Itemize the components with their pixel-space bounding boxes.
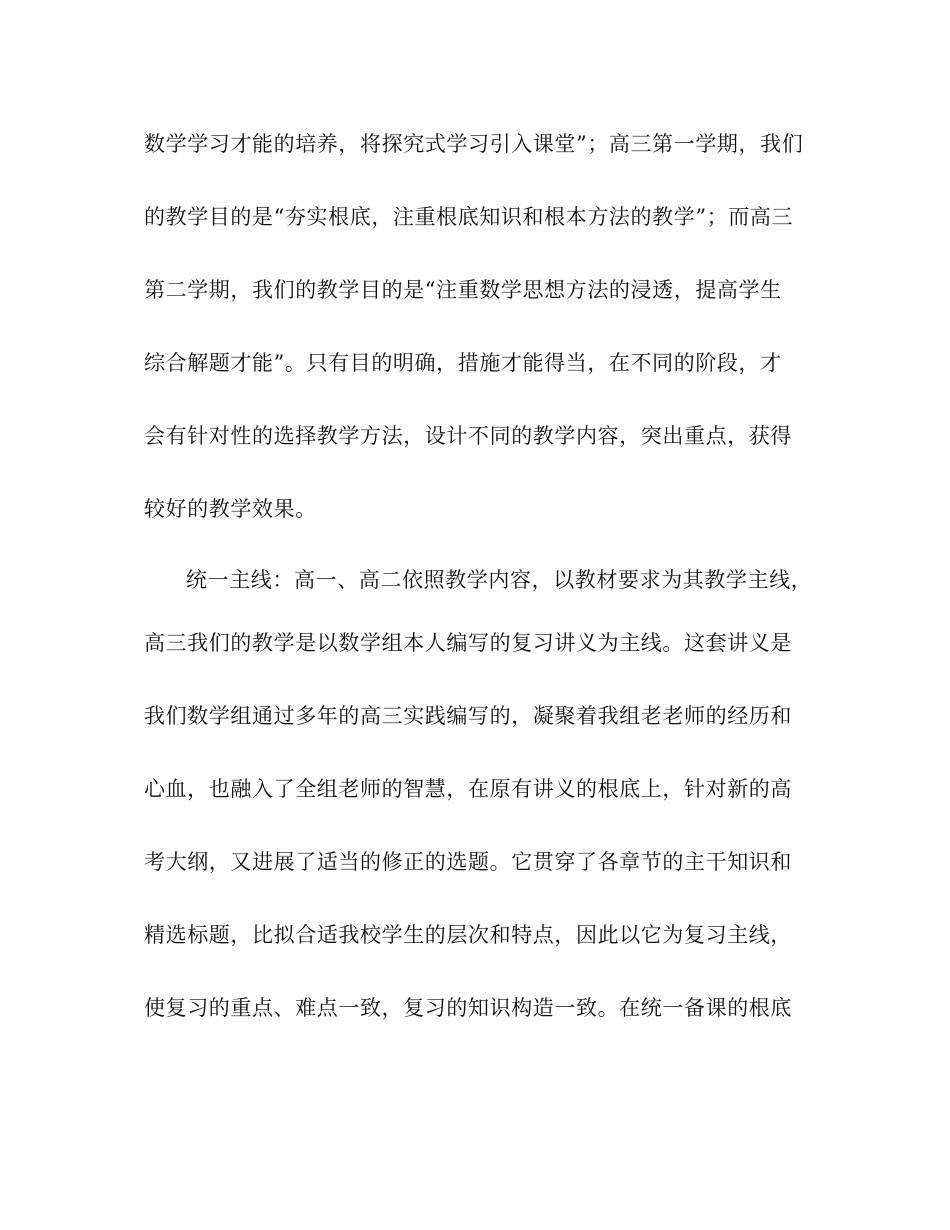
text-line: 考大纲，又进展了适当的修正的选题。它贯穿了各章节的主干知识和 bbox=[144, 850, 792, 874]
text-line: 综合解题才能”。只有目的明确，措施才能得当，在不同的阶段，才 bbox=[144, 351, 782, 375]
text-line: 的教学目的是“夯实根底，注重根底知识和根本方法的教学”；而高三 bbox=[144, 205, 794, 229]
text-line: 精选标题，比拟合适我校学生的层次和特点，因此以它为复习主线， bbox=[144, 923, 792, 947]
paragraph-first-line: 统一主线：高一、高二依照教学内容，以教材要求为其教学主线， bbox=[186, 568, 813, 592]
text-line: 心血，也融入了全组老师的智慧，在原有讲义的根底上，针对新的高 bbox=[144, 777, 792, 801]
text-line: 会有针对性的选择教学方法，设计不同的教学内容，突出重点，获得 bbox=[144, 424, 792, 448]
text-line: 使复习的重点、难点一致，复习的知识构造一致。在统一备课的根底 bbox=[144, 996, 792, 1020]
text-line: 第二学期，我们的教学目的是“注重数学思想方法的浸透，提高学生 bbox=[144, 278, 782, 302]
text-line: 较好的教学效果。 bbox=[144, 497, 317, 521]
text-line: 我们数学组通过多年的高三实践编写的，凝聚着我组老老师的经历和 bbox=[144, 704, 792, 728]
text-line: 数学学习才能的培养，将探究式学习引入课堂”；高三第一学期，我们 bbox=[144, 132, 804, 156]
text-line: 高三我们的教学是以数学组本人编写的复习讲义为主线。这套讲义是 bbox=[144, 631, 792, 655]
